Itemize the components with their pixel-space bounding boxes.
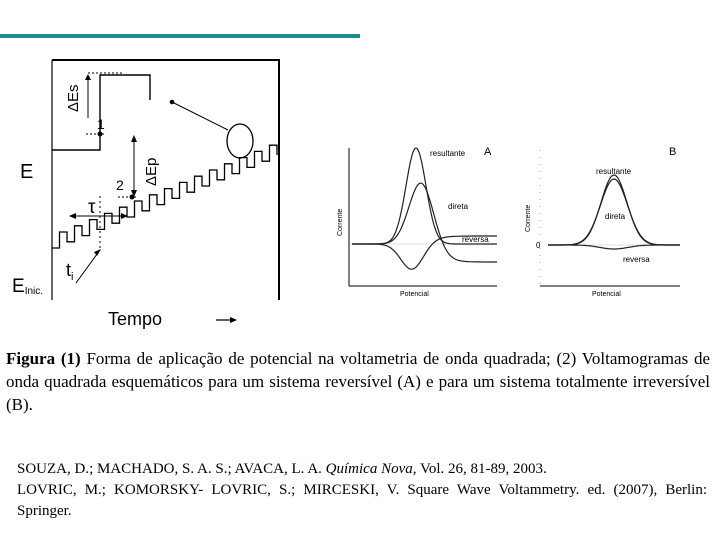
plot-b-ylabel: Corrente: [525, 204, 532, 232]
plot-b-resultante-label: resultante: [596, 167, 632, 176]
plot-b-zero-label: 0: [536, 241, 541, 250]
point-2-marker: [130, 195, 135, 200]
point-1-marker: [98, 132, 103, 137]
plot-b-reversa-curve: [548, 245, 680, 249]
plot-a-background: [333, 140, 502, 305]
t-initial-label: $t_i$: [66, 260, 74, 283]
panel-frame: [52, 60, 279, 300]
voltammogram-b: [525, 146, 680, 298]
square-wave-staircase: [52, 145, 277, 248]
delta-ep-arrowhead-up: [131, 135, 137, 142]
plot-a-panel-label: A: [484, 146, 492, 158]
plot-b-xlabel: Potencial: [592, 291, 621, 298]
caption-text: Forma de aplicação de potencial na voltametria de onda quadrada; (2) Voltamogramas de onda quadrada esquemáticos para um sistema reversível (A) e para um sistema totalmente irreversível (B).: [6, 349, 710, 414]
plot-b-panel-label: B: [669, 146, 677, 158]
plot-a-ylabel: Corrente: [337, 208, 344, 236]
delta-es-label: ΔEs: [65, 84, 82, 112]
x-axis-label: Tempo: [108, 309, 163, 329]
zoom-pointer-dot: [170, 100, 175, 105]
plot-a-reversa-label: reversa: [462, 235, 489, 244]
e-initial-label: EInic.: [12, 276, 44, 297]
plot-a-xlabel: Potencial: [400, 291, 429, 298]
caption-figure-label: Figura (1): [6, 349, 81, 368]
delta-ep-label: ΔEp: [143, 157, 160, 186]
waveform-panel: [12, 60, 279, 329]
tempo-arrowhead: [230, 317, 237, 323]
tau-arrowhead-left: [69, 213, 76, 219]
point-2-label: 2: [116, 177, 124, 193]
figure-caption: [6, 347, 710, 416]
plot-a-direta-label: direta: [448, 202, 469, 211]
reference-1-journal: Química Nova: [325, 461, 413, 477]
zoom-pointer: [172, 102, 228, 130]
plot-b-resultante-curve: [548, 175, 680, 245]
tau-label: τ: [88, 197, 96, 218]
reference-1-authors: SOUZA, D.; MACHADO, S. A. S.; AVACA, L. A.: [17, 461, 326, 477]
delta-es-arrowhead: [85, 74, 91, 80]
references: [17, 459, 707, 522]
plot-b-reversa-label: reversa: [623, 255, 650, 264]
point-1-label: 1: [97, 116, 105, 132]
reference-1: [17, 459, 707, 480]
ti-arrowhead: [94, 249, 101, 256]
y-axis-label: E: [20, 161, 34, 183]
plot-b-direta-label: direta: [605, 212, 626, 221]
reference-2: LOVRIC, M.; KOMORSKY- LOVRIC, S.; MIRCESKI, V. Square Wave Voltammetry. ed. (2007), Berlin: Springer.: [17, 482, 707, 519]
plot-a-resultante-label: resultante: [430, 149, 466, 158]
zoom-ellipse: [227, 124, 253, 158]
reference-1-details: , Vol. 26, 81-89, 2003.: [412, 461, 547, 477]
voltammogram-a: [333, 140, 502, 305]
